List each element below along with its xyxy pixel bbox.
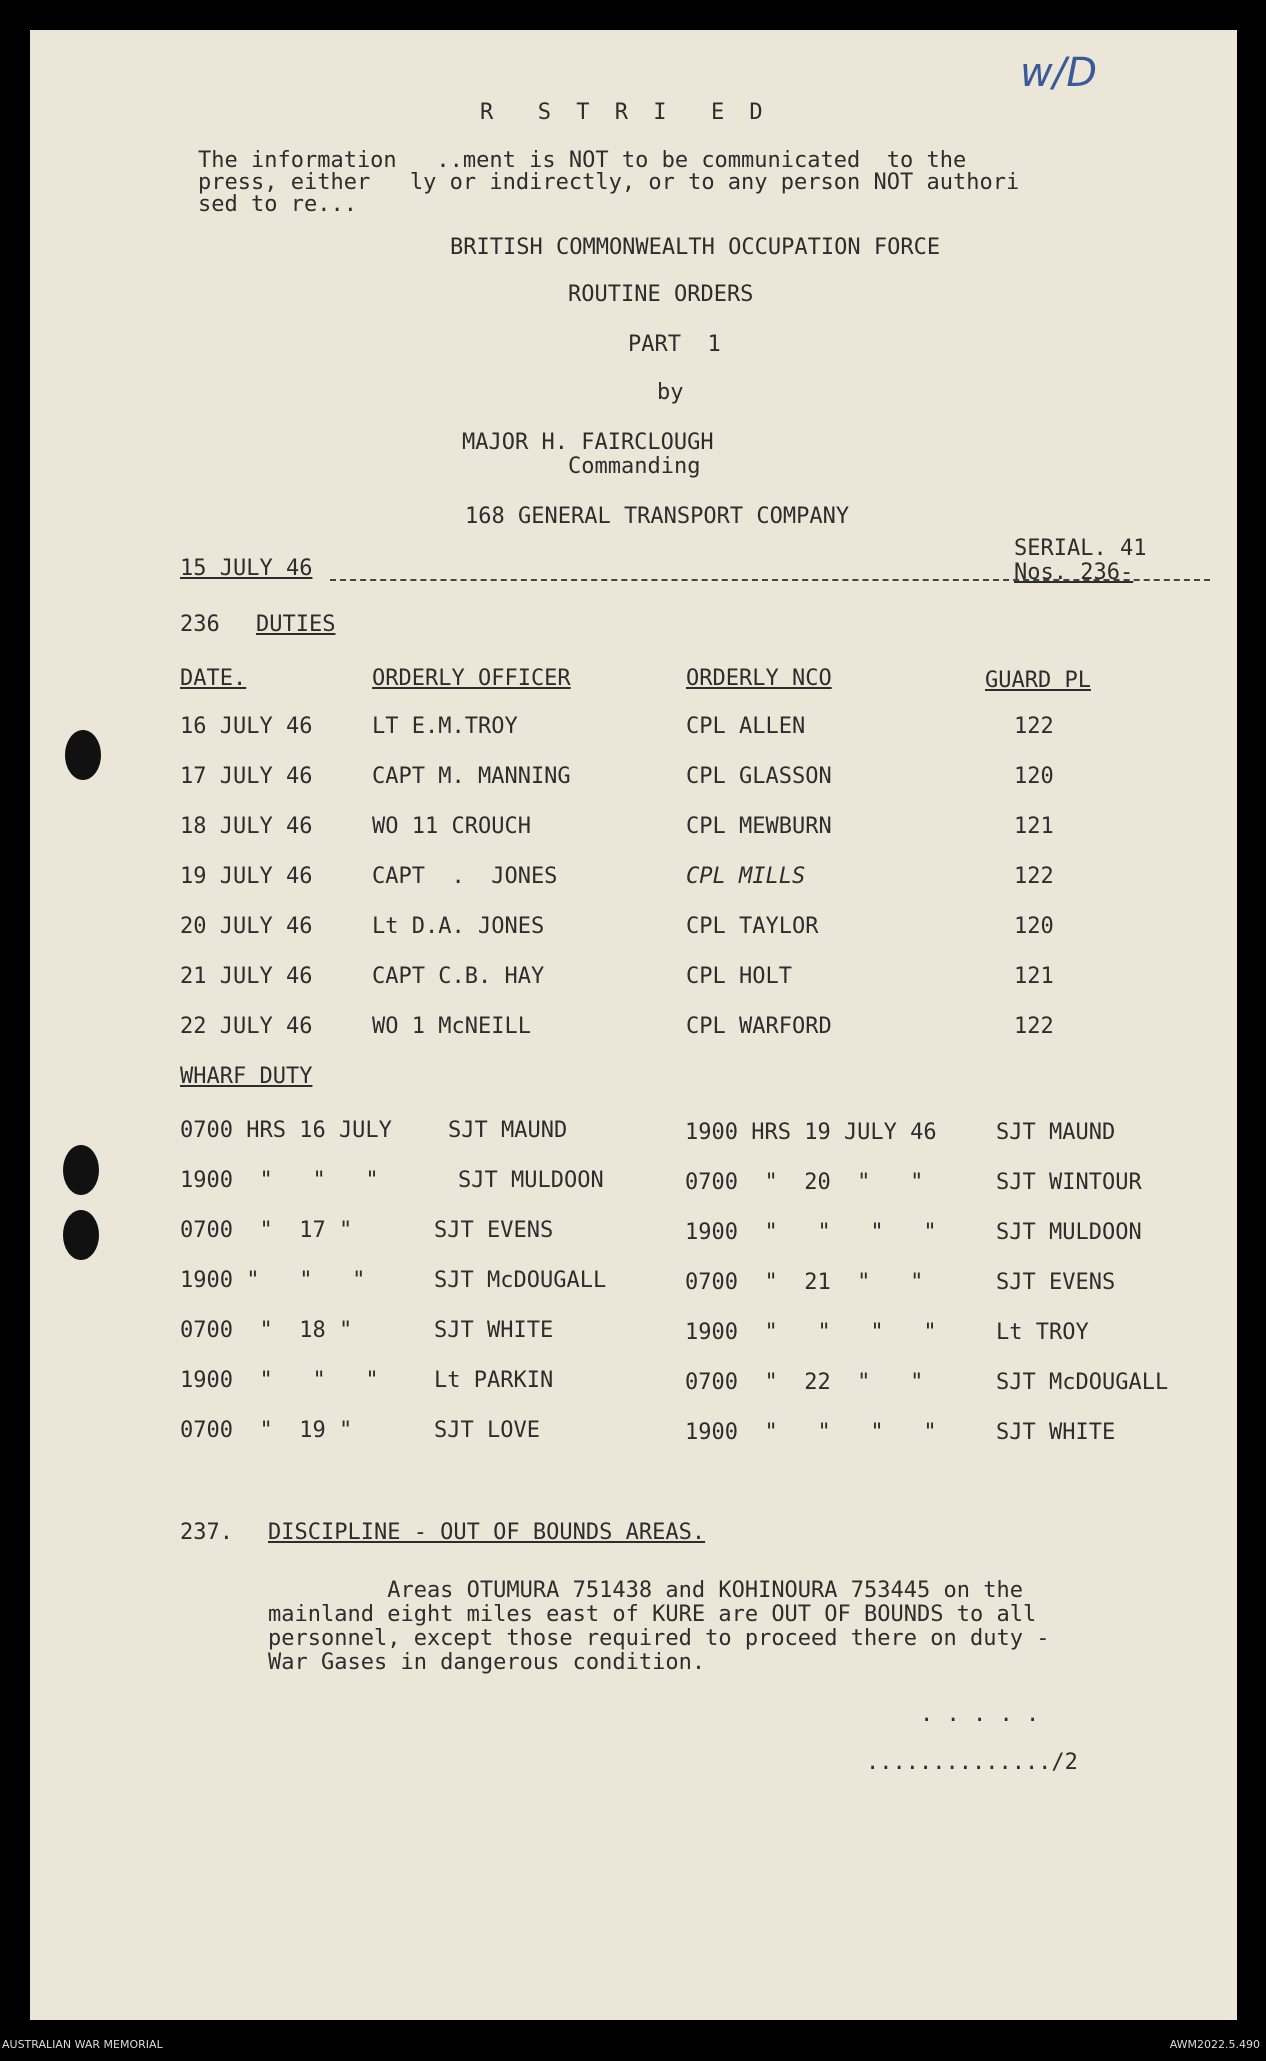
document-page xyxy=(30,30,1237,2020)
duty-guard: 121 xyxy=(1014,964,1054,989)
header-title: ROUTINE ORDERS xyxy=(568,282,754,307)
discipline-text-line: War Gases in dangerous condition. xyxy=(268,1650,706,1675)
duty-date: 21 JULY 46 xyxy=(180,964,313,989)
duty-nco: CPL TAYLOR xyxy=(686,914,819,939)
duty-guard: 121 xyxy=(1014,814,1054,839)
duty-officer: LT E.M.TROY xyxy=(372,714,518,739)
wharf-name: SJT WHITE xyxy=(996,1420,1116,1445)
order-date: 15 JULY 46 xyxy=(180,556,313,581)
wharf-name: SJT MULDOON xyxy=(458,1168,604,1193)
wharf-name: SJT MAUND xyxy=(996,1120,1116,1145)
wharf-name: SJT EVENS xyxy=(996,1270,1116,1295)
punch-hole xyxy=(65,730,101,780)
footer-catalogue-id: AWM2022.5.490 xyxy=(1169,2038,1260,2051)
wharf-time: 1900 HRS 19 JULY 46 xyxy=(685,1120,937,1145)
discipline-number: 237. xyxy=(180,1520,233,1545)
duty-officer: CAPT . JONES xyxy=(372,864,558,889)
wharf-time: 0700 " 20 " " xyxy=(685,1170,924,1195)
header-role: Commanding xyxy=(568,454,701,479)
col-orderly-officer: ORDERLY OFFICER xyxy=(372,666,571,691)
duty-nco: CPL GLASSON xyxy=(686,764,832,789)
duty-nco: CPL HOLT xyxy=(686,964,792,989)
duties-number: 236 xyxy=(180,612,220,637)
discipline-text-line: mainland eight miles east of KURE are OUT OF BOUNDS to all xyxy=(268,1602,1037,1627)
notice-line-3: sed to re... xyxy=(198,192,357,217)
punch-hole xyxy=(63,1145,99,1195)
continuation-dots: . . . . . xyxy=(920,1702,1040,1727)
wharf-name: Lt PARKIN xyxy=(434,1368,554,1393)
header-unit: 168 GENERAL TRANSPORT COMPANY xyxy=(465,504,850,529)
header-commander: MAJOR H. FAIRCLOUGH xyxy=(462,430,714,455)
discipline-heading: DISCIPLINE - OUT OF BOUNDS AREAS. xyxy=(268,1520,706,1545)
duty-officer: Lt D.A. JONES xyxy=(372,914,545,939)
punch-hole xyxy=(63,1210,99,1260)
wharf-name: SJT EVENS xyxy=(434,1218,554,1243)
wharf-heading: WHARF DUTY xyxy=(180,1064,313,1089)
discipline-text-line: personnel, except those required to proceed there on duty - xyxy=(268,1626,1050,1651)
duties-heading: DUTIES xyxy=(256,612,336,637)
wharf-time: 1900 " " " " xyxy=(685,1320,937,1345)
duty-officer: WO 11 CROUCH xyxy=(372,814,531,839)
duty-date: 17 JULY 46 xyxy=(180,764,313,789)
notice-line-2: press, either ly or indirectly, or to any person NOT authori xyxy=(198,170,1020,195)
duty-guard: 122 xyxy=(1014,864,1054,889)
wharf-time: 1900 " " " xyxy=(180,1368,379,1393)
duty-date: 19 JULY 46 xyxy=(180,864,313,889)
discipline-text-line: Areas OTUMURA 751438 and KOHINOURA 753445 on the xyxy=(268,1578,1023,1603)
wharf-time: 0700 HRS 16 JULY xyxy=(180,1118,392,1143)
duty-nco: CPL ALLEN xyxy=(686,714,806,739)
wharf-time: 1900 " " " xyxy=(180,1168,379,1193)
wharf-time: 1900 " " " xyxy=(180,1268,366,1293)
duty-guard: 122 xyxy=(1014,714,1054,739)
duty-date: 20 JULY 46 xyxy=(180,914,313,939)
duty-nco: CPL MILLS xyxy=(686,864,806,889)
wharf-name: Lt TROY xyxy=(996,1320,1089,1345)
footer-archive-name: AUSTRALIAN WAR MEMORIAL xyxy=(2,2038,163,2051)
duty-guard: 120 xyxy=(1014,914,1054,939)
duty-date: 16 JULY 46 xyxy=(180,714,313,739)
wharf-name: SJT McDOUGALL xyxy=(996,1370,1169,1395)
serial-number: SERIAL. 41 xyxy=(1014,536,1147,561)
wharf-time: 0700 " 22 " " xyxy=(685,1370,924,1395)
restricted-stamp: R S T R I E D xyxy=(480,100,769,125)
col-guard-pl: GUARD PL xyxy=(985,668,1091,693)
header-by: by xyxy=(657,380,684,405)
header-part: PART 1 xyxy=(628,332,721,357)
duty-nco: CPL WARFORD xyxy=(686,1014,832,1039)
wharf-time: 1900 " " " " xyxy=(685,1420,937,1445)
wharf-name: SJT McDOUGALL xyxy=(434,1268,607,1293)
duty-nco: CPL MEWBURN xyxy=(686,814,832,839)
duty-guard: 120 xyxy=(1014,764,1054,789)
wharf-name: SJT WINTOUR xyxy=(996,1170,1142,1195)
duty-officer: CAPT C.B. HAY xyxy=(372,964,545,989)
wharf-time: 0700 " 21 " " xyxy=(685,1270,924,1295)
duty-officer: CAPT M. MANNING xyxy=(372,764,571,789)
notice-line-1: The information ..ment is NOT to be communicated to the xyxy=(198,148,967,173)
duty-officer: WO 1 McNEILL xyxy=(372,1014,531,1039)
page-reference: ............../2 xyxy=(866,1750,1078,1775)
duty-guard: 122 xyxy=(1014,1014,1054,1039)
wharf-time: 0700 " 18 " xyxy=(180,1318,353,1343)
wharf-name: SJT LOVE xyxy=(434,1418,540,1443)
wharf-name: SJT WHITE xyxy=(434,1318,554,1343)
wharf-time: 0700 " 19 " xyxy=(180,1418,353,1443)
order-nos: Nos. 236- xyxy=(1014,560,1134,585)
handwritten-note: w/D xyxy=(1020,50,1097,96)
duty-date: 22 JULY 46 xyxy=(180,1014,313,1039)
wharf-time: 1900 " " " " xyxy=(685,1220,937,1245)
wharf-name: SJT MAUND xyxy=(448,1118,568,1143)
duty-date: 18 JULY 46 xyxy=(180,814,313,839)
header-org: BRITISH COMMONWEALTH OCCUPATION FORCE xyxy=(450,235,941,260)
col-orderly-nco: ORDERLY NCO xyxy=(686,666,832,691)
wharf-name: SJT MULDOON xyxy=(996,1220,1142,1245)
col-date: DATE. xyxy=(180,666,247,691)
wharf-time: 0700 " 17 " xyxy=(180,1218,353,1243)
